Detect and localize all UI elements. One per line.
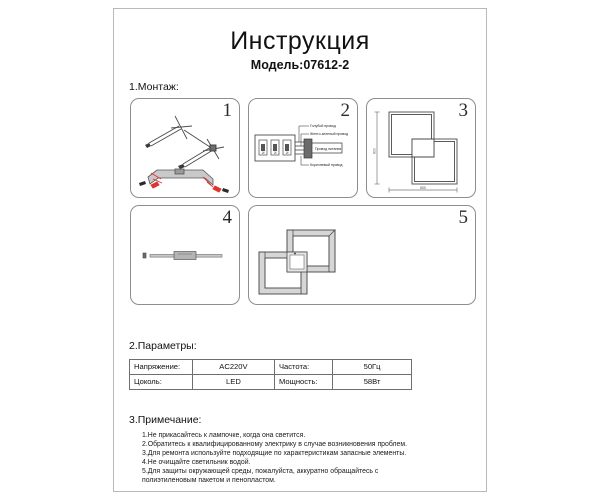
note-item: 1.Не прикасайтесь к лампочке, когда она светится. <box>142 432 306 439</box>
terminal-label-1: N <box>261 151 266 154</box>
panel-5 <box>248 205 476 305</box>
section-heading-parameters: 2.Параметры: <box>129 340 197 352</box>
panel-3-number: 3 <box>458 100 468 121</box>
table-row <box>130 375 412 390</box>
dim-height-label: 600 <box>372 148 377 154</box>
label-power-wire: Провод питания <box>315 147 342 151</box>
page-title: Инструкция <box>230 27 370 55</box>
panel-1-number: 1 <box>222 100 232 121</box>
note-item: 4.Не очищайте светильник водой. <box>142 459 251 467</box>
table-row <box>130 360 412 375</box>
terminal-label-2: N <box>273 151 278 154</box>
param-value-frequency: 50Гц <box>333 360 412 375</box>
panel-4 <box>130 205 240 305</box>
model-number: Модель:07612-2 <box>250 58 350 72</box>
notes-list <box>142 431 482 486</box>
assembled-fixture-diagram <box>249 206 475 304</box>
panel-4-number: 4 <box>222 207 232 228</box>
note-item: 2.Обратитесь к квалифицированному электрику в случае возникновения проблем. <box>142 441 407 449</box>
panel-5-number: 5 <box>458 207 468 228</box>
dim-width-label: 600 <box>420 186 426 190</box>
param-key-socket: Цоколь: <box>130 375 193 390</box>
param-key-power: Мощность: <box>274 375 332 390</box>
label-blue-wire: Голубой провод <box>310 124 336 129</box>
note-item: 5.Для защиты окружающей среды, пожалуйста, аккуратно обращайтесь с <box>142 468 379 476</box>
label-yellow-green-wire: Желто-зеленый провод <box>310 132 349 137</box>
panel-2 <box>248 98 358 198</box>
parameters-table <box>129 359 412 390</box>
note-item-continuation: полиэтиленовым пакетом и пенопластом. <box>142 477 276 485</box>
panel-1 <box>130 98 240 198</box>
param-key-frequency: Частота: <box>274 360 332 375</box>
param-value-voltage: AC220V <box>192 360 274 375</box>
manual-page <box>113 8 487 492</box>
param-key-voltage: Напряжение: <box>130 360 193 375</box>
param-value-power: 58Вт <box>333 375 412 390</box>
terminal-label-3: N <box>285 151 290 154</box>
panel-3 <box>366 98 476 198</box>
label-brown-wire: Коричневый провод <box>310 163 343 168</box>
panel-2-number: 2 <box>340 100 350 121</box>
param-value-socket: LED <box>192 375 274 390</box>
section-heading-notes: 3.Примечание: <box>129 414 202 426</box>
section-heading-install: 1.Монтаж: <box>129 81 179 93</box>
note-item: 3.Для ремонта используйте подходящие по характеристикам запасные элементы. <box>142 450 407 458</box>
